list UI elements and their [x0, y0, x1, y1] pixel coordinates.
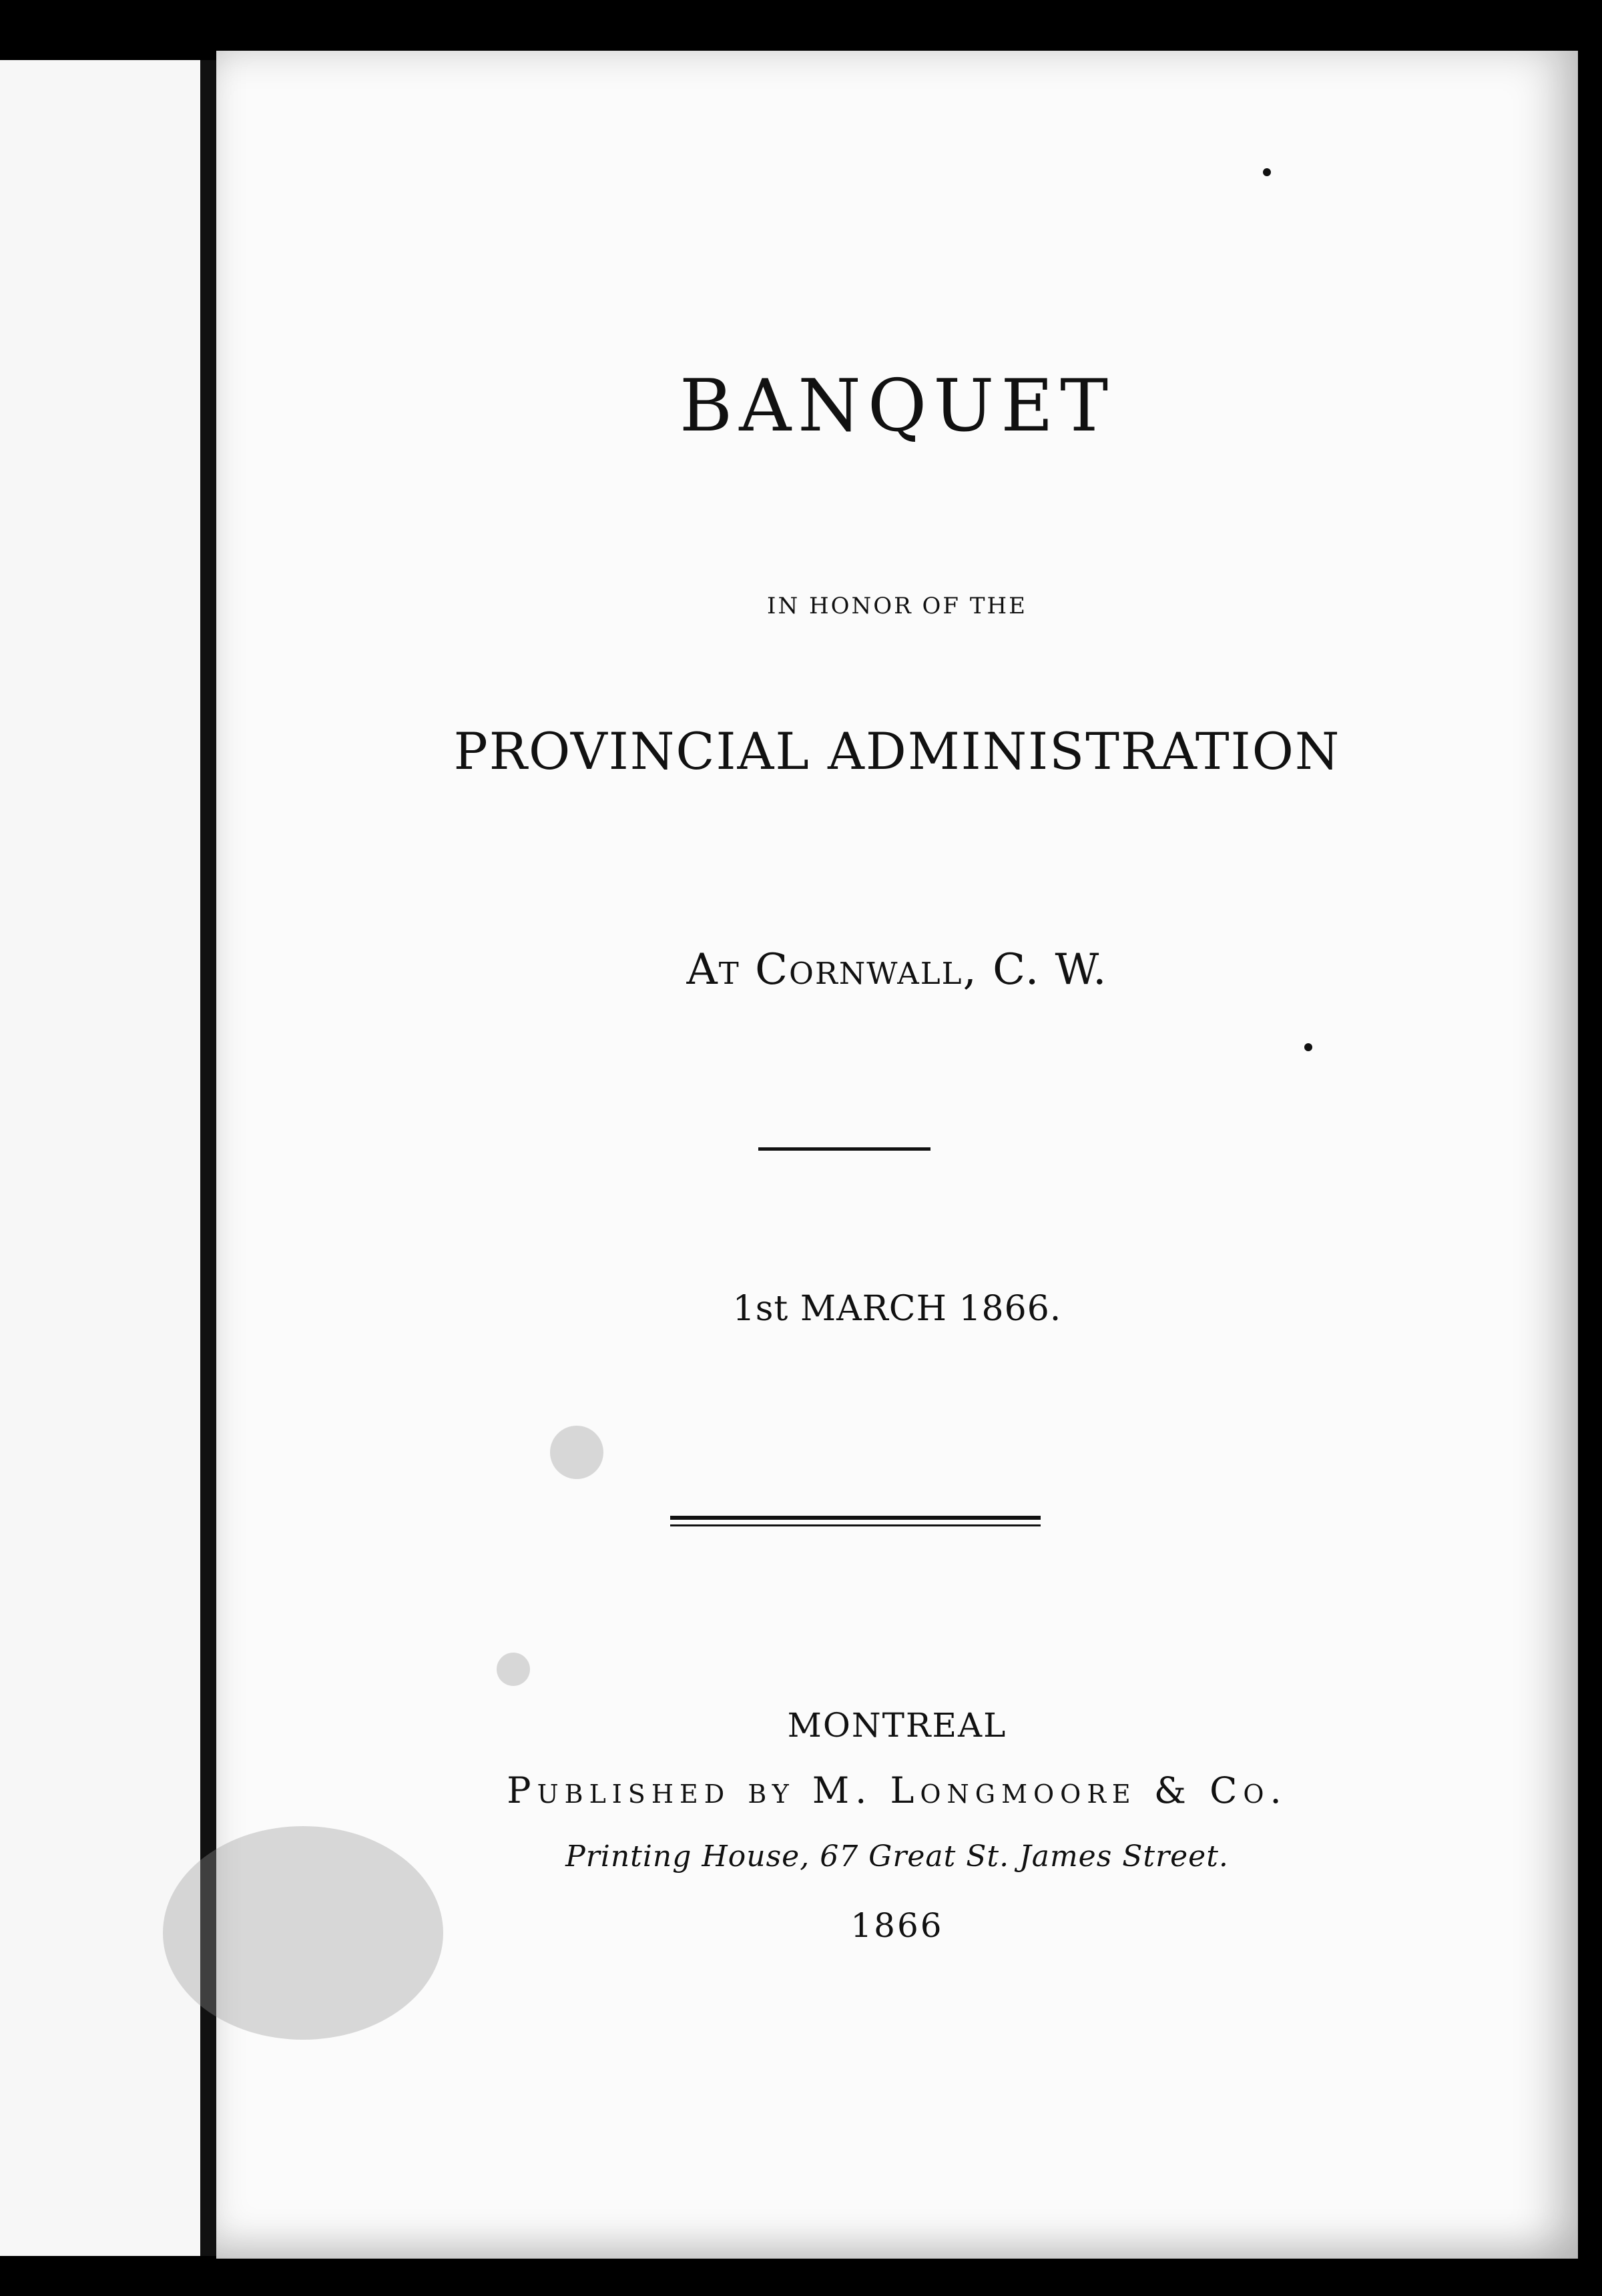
- imprint-address: Printing House, 67 Great St. James Street.: [565, 1839, 1229, 1874]
- water-stain: [497, 1653, 530, 1686]
- imprint-publisher: Published by M. Longmoore & Co.: [507, 1769, 1288, 1811]
- page-subtitle: IN HONOR OF THE: [767, 593, 1027, 619]
- divider-rule: [758, 1147, 930, 1151]
- event-date: 1st MARCH 1866.: [732, 1289, 1062, 1329]
- title-page: [216, 51, 1578, 2259]
- ink-speck: [1304, 1043, 1312, 1051]
- imprint-year: 1866: [850, 1906, 944, 1945]
- page-heading: PROVINCIAL ADMINISTRATION: [453, 722, 1341, 781]
- page-title: BANQUET: [679, 364, 1115, 448]
- ink-speck: [1263, 168, 1271, 176]
- water-stain: [550, 1426, 603, 1479]
- event-place: At Cornwall, C. W.: [686, 945, 1108, 994]
- double-divider-rule: [670, 1516, 1041, 1526]
- imprint-city: MONTREAL: [787, 1706, 1007, 1745]
